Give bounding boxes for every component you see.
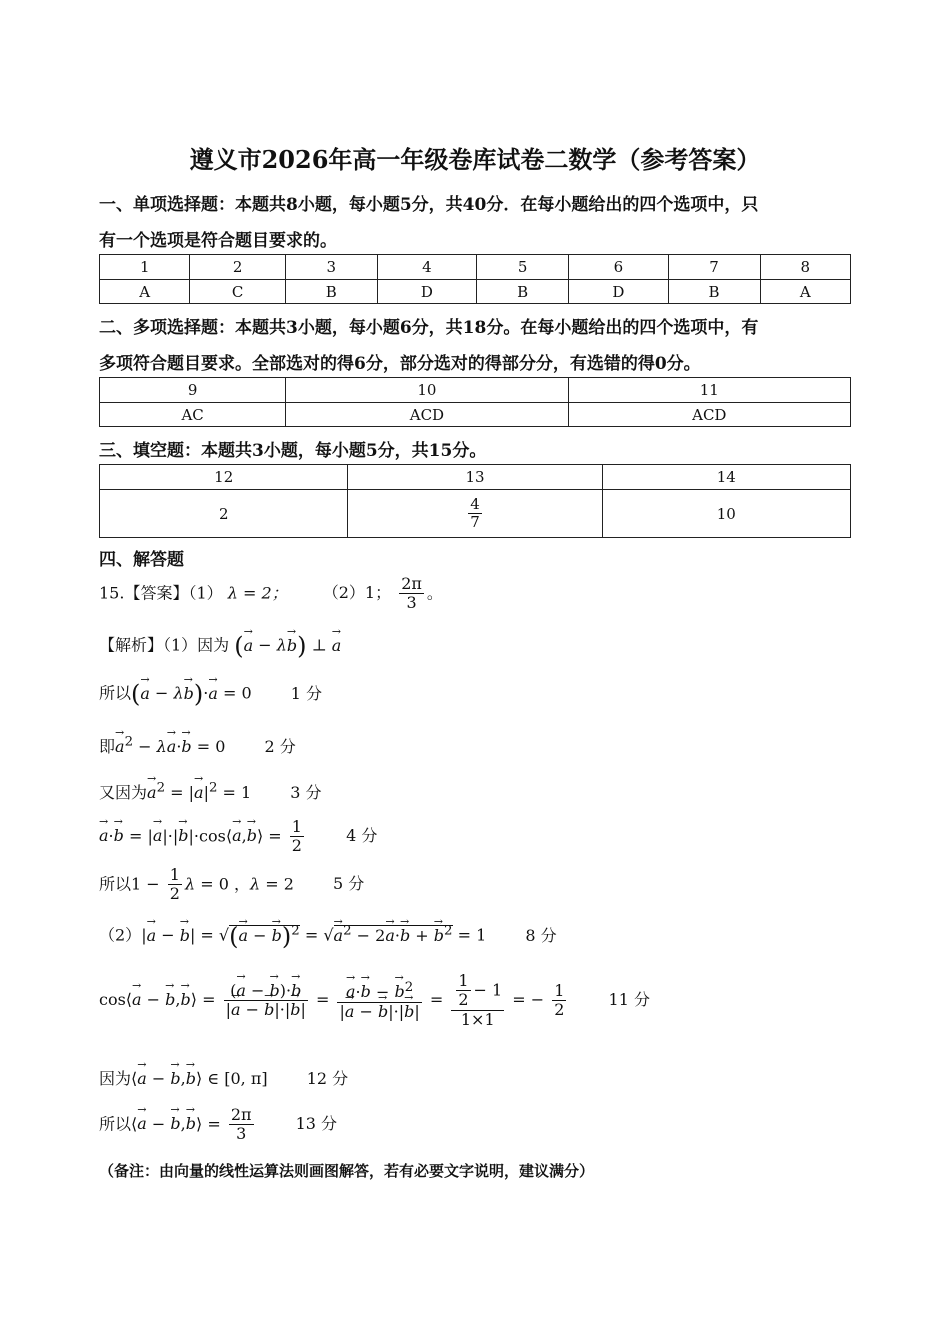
section1-answer-table [99, 254, 851, 304]
step-2: 即→ $a^2 - \lambda\to a\cdot\to b = 0$ 2 分 [99, 734, 296, 757]
table-cell: C [190, 280, 285, 304]
score-label: 12 分 [306, 1069, 349, 1088]
table-cell: B [285, 280, 377, 304]
section1-heading-line2: 有一个选项是符合题目要求的。 [99, 231, 337, 251]
section1-heading-line1: 一、单项选择题：本题共8小题，每小题5分，共40分．在每小题给出的四个选项中，只 [99, 195, 759, 215]
section2-heading-line1: 二、多项选择题：本题共3小题，每小题6分，共18分。在每小题给出的四个选项中，有 [99, 318, 759, 338]
section3-heading: 三、填空题：本题共3小题，每小题5分，共15分。 [99, 441, 487, 461]
section2-heading-line2: 多项符合题目要求。全部选对的得6分，部分选对的得部分分，有选错的得0分。 [99, 354, 701, 374]
table-cell: 6 [569, 255, 669, 280]
table-cell: 1 [100, 255, 190, 280]
score-label: 4 分 [346, 826, 378, 846]
step-6: （2）|→ a − → b| = √(→ a − → b)$^2$ = √→ $a^2 - 2\to a\cdot\to b$ + → $b^2 = 1$ 8 分 [99, 922, 557, 950]
table-row [100, 280, 851, 304]
score-label: 11 分 [608, 990, 650, 1010]
step-7: cos⟨→ a − → b,→ b⟩ = $\frac{(\to a - \to b)\cdot\to b}{|\to a - \to b|\cdot|\to b|}$ = → $\frac{a\cdot\to b - \to b^2}{|\to a - \to b|\cdot|\to b|}$ = $\frac{1}{2}$ − 1 1×1 = − $\frac{1}{2}$ 11 分 [99, 972, 650, 1029]
table-cell: 4 [377, 255, 477, 280]
step-1: 所以(→ a − λ→ b)·→ a = 0 1 分 [99, 680, 322, 708]
table-row [100, 490, 851, 538]
table-cell: D [377, 280, 477, 304]
table-cell: 10 [286, 378, 568, 403]
step-4: → a·→ b = |→ a|·|→ b|·cos⟨→ a,→ b⟩ = $\frac{1}{2}$ 4 分 [99, 818, 377, 856]
table-cell: 2 [100, 490, 348, 538]
score-label: 1 分 [290, 683, 323, 703]
analysis-line: 【解析】（1）因为 (→ a − λ→ b) ⊥ → a [99, 632, 341, 660]
step-8: 因为⟨→ a − → b,→ b⟩ ∈ [0, π] 12 分 [99, 1066, 348, 1089]
section3-answer-table [99, 464, 851, 538]
table-cell: 5 [477, 255, 569, 280]
table-cell: A [100, 280, 190, 304]
table-cell: 3 [285, 255, 377, 280]
step-9: 所以⟨→ a − → b,→ b⟩ = $\frac{2\pi}{3}$ 13 分 [99, 1106, 337, 1144]
table-cell: 12 [100, 465, 348, 490]
table-cell: ACD [568, 403, 850, 427]
table-cell: 9 [100, 378, 286, 403]
fraction: $\frac{4}{7}$ [470, 494, 480, 531]
step-3: 又因为→ $a^2$ = |→ $a|^2 = 1$ 3 分 [99, 780, 322, 803]
table-cell [348, 490, 602, 538]
remark-note: （备注：由向量的线性运算法则画图解答，若有必要文字说明，建议满分） [99, 1162, 595, 1180]
score-label: 8 分 [525, 925, 557, 945]
table-cell: B [668, 280, 760, 304]
table-cell: 11 [568, 378, 850, 403]
step-5: 所以1 − $\frac{1}{2}$ λ = 0 ，λ = 2 5 分 [99, 865, 365, 904]
table-cell: 14 [602, 465, 850, 490]
table-cell: ACD [286, 403, 568, 427]
score-label: 13 分 [295, 1114, 338, 1134]
table-cell: B [477, 280, 569, 304]
score-label: 3 分 [290, 783, 322, 802]
table-cell: 7 [668, 255, 760, 280]
table-cell: A [760, 280, 851, 304]
score-label: 2 分 [264, 737, 296, 756]
table-row [100, 403, 851, 427]
page-title: 遵义市2026年高一年级卷库试卷二数学（参考答案） [189, 145, 761, 174]
table-cell: 2 [190, 255, 285, 280]
table-cell: AC [100, 403, 286, 427]
score-label: 5 分 [332, 874, 365, 894]
table-row [100, 378, 851, 403]
table-cell: 13 [348, 465, 602, 490]
section4-heading: 四、解答题 [99, 550, 184, 570]
section2-answer-table [99, 377, 851, 427]
table-cell: D [569, 280, 669, 304]
table-cell: 8 [760, 255, 851, 280]
fraction: $\frac{2\pi}{3}$ [401, 574, 422, 613]
q15-answer-line: 15.【答案】（1） λ = 2； （2）1； $\frac{2\pi}{3}$ 。 [99, 574, 443, 613]
table-row [100, 255, 851, 280]
table-cell: 10 [602, 490, 850, 538]
table-row [100, 465, 851, 490]
